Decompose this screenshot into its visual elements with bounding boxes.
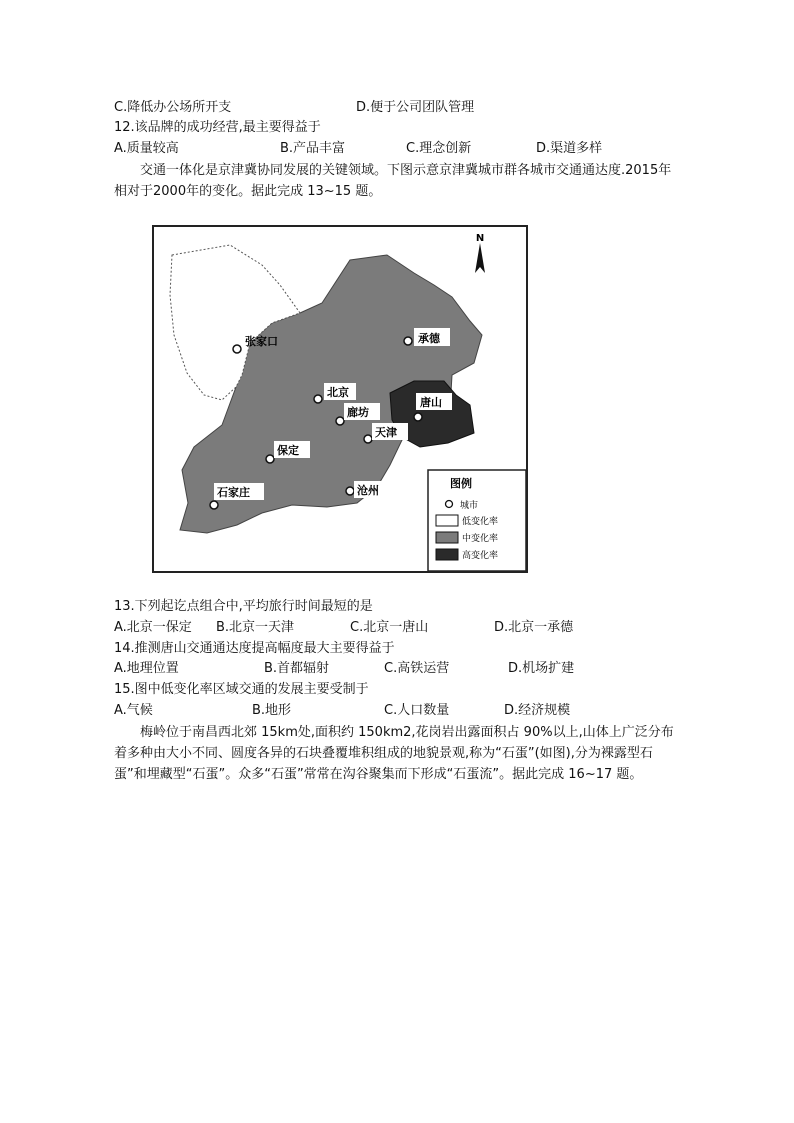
q12-option-c: C.理念创新 [406,141,472,156]
legend-high-swatch [436,549,458,560]
city-label-shijiazhuang: 石家庄 [217,486,250,499]
q15-option-a: A.气候 [114,703,153,718]
q15-option-b: B.地形 [252,703,292,718]
city-label-cangzhou: 沧州 [357,484,379,497]
city-label-baoding: 保定 [277,444,299,457]
city-label-chengde: 承德 [418,332,440,345]
q13-option-c: C.北京一唐山 [350,620,429,635]
city-label-beijing: 北京 [327,386,349,399]
city-marker-zhangjiakou [233,345,241,353]
intro-paragraph-transport [114,160,684,202]
q13-option-d: D.北京一承德 [494,620,574,635]
q15-option-d: D.经济规模 [504,703,571,718]
intro-paragraph-meiling [114,722,684,785]
intro-text-1: 交通一体化是京津冀协同发展的关键领域。下图示意京津冀城市群各城市交通通达度.2015年相对于2000年的变化。据此完成 13~15 题。 [114,163,672,199]
q14-option-d: D.机场扩建 [508,661,575,676]
q12-option-d: D.渠道多样 [536,141,603,156]
north-label: N [475,233,485,244]
city-label-tangshan: 唐山 [420,396,442,409]
city-marker-tangshan [414,413,422,421]
legend-city-symbol [446,501,453,508]
city-marker-tianjin [364,435,372,443]
city-marker-baoding [266,455,274,463]
city-marker-langfang [336,417,344,425]
q12-option-a: A.质量较高 [114,141,179,156]
q11-option-c: C.降低办公场所开支 [114,100,232,115]
legend-title: 图例 [450,477,472,490]
q15-stem: 15.图中低变化率区域交通的发展主要受制于 [114,682,369,697]
city-label-tianjin: 天津 [375,426,397,439]
q11-option-d: D.便于公司团队管理 [356,100,475,115]
intro-text-2: 梅岭位于南昌西北郊 15km处,面积约 150km2,花岗岩出露面积占 90%以上,山体上广泛分布着多种由大小不同、圆度各异的石块叠覆堆积组成的地貌景观,称为“石蛋”(如图),分为裸露型石蛋”和埋藏型“石蛋”。众多“石蛋”常常在沟谷聚集而下形成“石蛋流”。据此完成 16~17 题。 [114,725,674,782]
q13-option-a: A.北京一保定 [114,620,192,635]
q14-option-c: C.高铁运营 [384,661,450,676]
city-label-langfang: 廊坊 [347,406,369,419]
legend-mid-swatch [436,532,458,543]
city-marker-cangzhou [346,487,354,495]
q14-option-a: A.地理位置 [114,661,179,676]
q12-stem: 12.该品牌的成功经营,最主要得益于 [114,120,321,135]
jingjinji-accessibility-map [152,225,528,573]
q14-stem: 14.推测唐山交通通达度提高幅度最大主要得益于 [114,641,395,656]
city-marker-shijiazhuang [210,501,218,509]
city-marker-beijing [314,395,322,403]
legend-low-label: 低变化率 [462,517,499,527]
legend-mid-label: 中变化率 [462,534,499,544]
legend-city-label: 城市 [460,501,479,511]
city-marker-chengde [404,337,412,345]
q15-option-c: C.人口数量 [384,703,450,718]
legend-low-swatch [436,515,458,526]
q13-option-b: B.北京一天津 [216,620,295,635]
q13-stem: 13.下列起讫点组合中,平均旅行时间最短的是 [114,599,373,614]
q12-option-b: B.产品丰富 [280,141,346,156]
map-legend [428,470,526,571]
city-label-zhangjiakou: 张家口 [245,335,278,348]
q14-option-b: B.首都辐射 [264,661,330,676]
legend-high-label: 高变化率 [462,551,499,561]
